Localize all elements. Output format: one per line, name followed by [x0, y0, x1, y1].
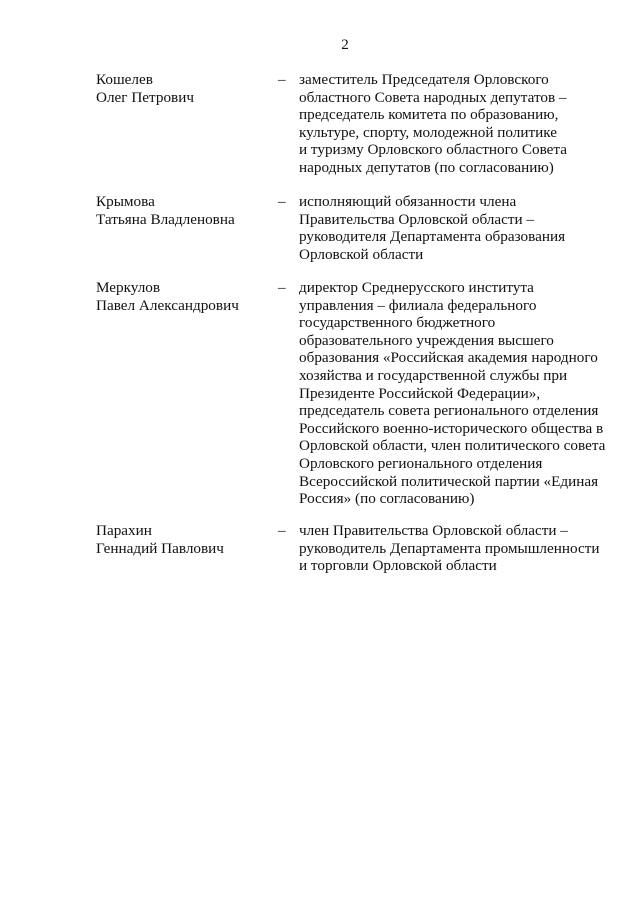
position-line: председатель совета регионального отделения — [299, 402, 599, 420]
position-line: Орловской области, член политического совета — [299, 437, 606, 455]
position-line: директор Среднерусского института — [299, 279, 534, 296]
position-line: член Правительства Орловской области – — [299, 522, 568, 539]
member-given-names: Татьяна Владленовна — [96, 210, 235, 228]
position-line: Орловского регионального отделения — [299, 454, 543, 472]
member-position — [299, 522, 609, 575]
member-name — [96, 193, 266, 228]
member-given-names: Олег Петрович — [96, 88, 194, 106]
member-name — [96, 279, 266, 314]
position-line: исполняющий обязанности члена — [299, 193, 517, 210]
position-line: Россия» (по согласованию) — [299, 490, 475, 508]
position-line: и туризму Орловского областного Совета — [299, 141, 567, 159]
position-line: народных депутатов (по согласованию) — [299, 158, 554, 176]
position-line: руководителя Департамента образования — [299, 228, 566, 246]
separator-dash: – — [278, 522, 286, 539]
position-line: государственного бюджетного — [299, 314, 496, 332]
member-given-names: Геннадий Павлович — [96, 539, 224, 557]
member-surname: Парахин — [96, 522, 152, 539]
position-line: Российского военно-исторического общества в — [299, 419, 604, 437]
position-line: Всероссийской политической партии «Единая — [299, 472, 599, 490]
member-position — [299, 71, 609, 177]
separator-dash: – — [278, 71, 286, 88]
separator-dash: – — [278, 279, 286, 296]
position-line: образования «Российская академия народного — [299, 349, 598, 367]
member-name — [96, 522, 266, 557]
position-line: управления – филиала федерального — [299, 296, 537, 314]
member-position — [299, 279, 609, 508]
separator-dash: – — [278, 193, 286, 210]
position-line: культуре, спорту, молодежной политике — [299, 123, 558, 141]
member-position — [299, 193, 609, 263]
position-line: руководитель Департамента промышленности — [299, 539, 600, 557]
member-surname: Меркулов — [96, 279, 161, 296]
member-surname: Кошелев — [96, 71, 153, 88]
member-surname: Крымова — [96, 193, 155, 210]
page-number: 2 — [341, 37, 349, 53]
position-line: областного Совета народных депутатов – — [299, 88, 567, 106]
position-line: и торговли Орловской области — [299, 557, 497, 575]
position-line: хозяйства и государственной службы при — [299, 366, 568, 384]
position-line: Президенте Российской Федерации», — [299, 384, 541, 402]
member-given-names: Павел Александрович — [96, 296, 239, 314]
position-line: заместитель Председателя Орловского — [299, 71, 549, 88]
member-name — [96, 71, 266, 106]
position-line: председатель комитета по образованию, — [299, 106, 559, 124]
position-line: образовательного учреждения высшего — [299, 331, 554, 349]
position-line: Правительства Орловской области – — [299, 210, 535, 228]
position-line: Орловской области — [299, 245, 424, 263]
